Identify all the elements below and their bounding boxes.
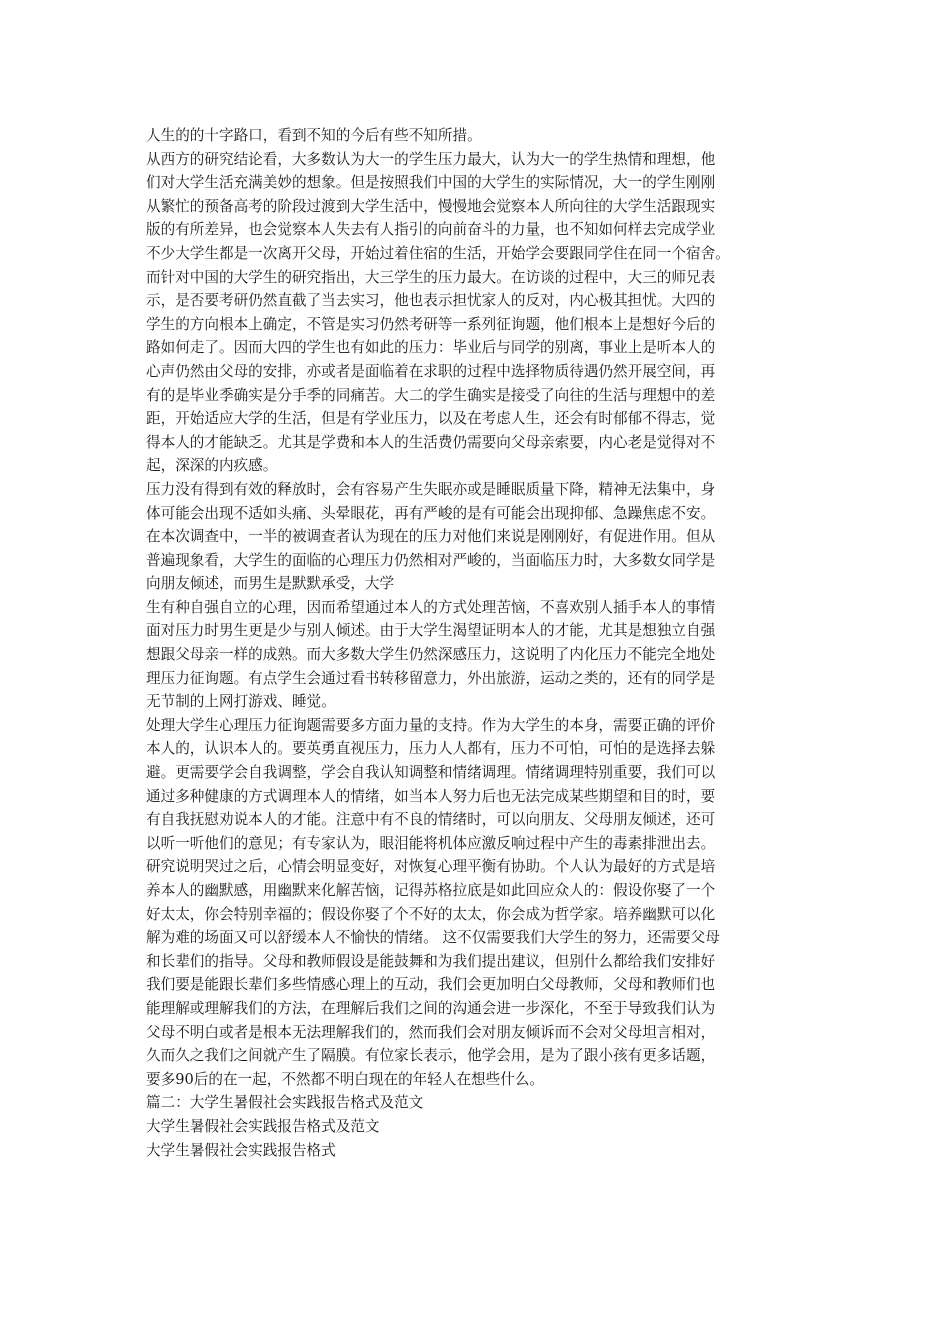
text-line: 得本人的才能缺乏。尤其是学费和本人的生活费仍需要向父母亲索要，内心老是觉得对不 [146, 433, 716, 451]
text-line: 大学生暑假社会实践报告格式及范文 [146, 1117, 380, 1135]
document-body [146, 124, 814, 1162]
text-line: 版的有所差异，也会觉察本人失去有人指引的向前奋斗的力量，也不知如何样去完成学业 [146, 221, 716, 239]
text-line: 通过多种健康的方式调理本人的情绪，如当本人努力后也无法完成某些期望和目的时，要 [146, 787, 716, 805]
text-line: 面对压力时男生更是少与别人倾述。由于大学生渴望证明本人的才能，尤其是想独立自强 [146, 622, 716, 640]
text-line: 普遍现象看，大学生的面临的心理压力仍然相对严峻的，当面临压力时，大多数女同学是 [146, 551, 716, 569]
text-line: 处理大学生心理压力征询题需要多方面力量的支持。作为大学生的本身，需要正确的评价 [146, 716, 716, 734]
text-line: 而针对中国的大学生的研究指出，大三学生的压力最大。在访谈的过程中，大三的师兄表 [146, 268, 716, 286]
text-line: 和长辈们的指导。父母和教师假设是能鼓舞和为我们提出建议，但别什么都给我们安排好 [146, 952, 716, 970]
text-line: 压力没有得到有效的释放时，会有容易产生失眠亦或是睡眠质量下降，精神无法集中，身 [146, 480, 716, 498]
text-line: 好太太，你会特别幸福的；假设你娶了个不好的太太，你会成为哲学家。培养幽默可以化 [146, 905, 716, 923]
text-line: 向朋友倾述，而男生是默默承受，大学 [146, 575, 395, 593]
text-line: 避。更需要学会自我调整，学会自我认知调整和情绪调理。情绪调理特别重要，我们可以 [146, 764, 716, 782]
text-line: 父母不明白或者是根本无法理解我们的，然而我们会对朋友倾诉而不会对父母坦言相对， [146, 1023, 716, 1041]
text-line: 有的是毕业季确实是分手季的同痛苦。大二的学生确实是接受了向往的生活与理想中的差 [146, 386, 716, 404]
text-line: 路如何走了。因而大四的学生也有如此的压力：毕业后与同学的别离，事业上是听本人的 [146, 339, 716, 357]
text-line: 们对大学生活充满美妙的想象。但是按照我们中国的大学生的实际情况，大一的学生刚刚 [146, 174, 716, 192]
text-line: 在本次调查中，一半的被调查者认为现在的压力对他们来说是刚刚好，有促进作用。但从 [146, 528, 716, 546]
text-line: 要多90后的在一起，不然都不明白现在的年轻人在想些什么。 [146, 1070, 545, 1088]
text-line: 研究说明哭过之后，心情会明显变好，对恢复心理平衡有协助。个人认为最好的方式是培 [146, 858, 716, 876]
text-line: 起，深深的内疚感。 [146, 457, 278, 475]
text-line: 能理解或理解我们的方法，在理解后我们之间的沟通会进一步深化，不至于导致我们认为 [146, 999, 716, 1017]
text-line: 理压力征询题。有点学生会通过看书转移留意力，外出旅游，运动之类的，还有的同学是 [146, 669, 716, 687]
text-line: 本人的，认识本人的。要英勇直视压力，压力人人都有，压力不可怕，可怕的是选择去躲 [146, 740, 716, 758]
text-line: 从西方的研究结论看，大多数认为大一的学生压力最大，认为大一的学生热情和理想，他 [146, 150, 716, 168]
text-line: 示，是否要考研仍然直截了当去实习，他也表示担忧家人的反对，内心极其担忧。大四的 [146, 292, 716, 310]
text-line: 体可能会出现不适如头痛、头晕眼花，再有严峻的是有可能会出现抑郁、急躁焦虑不安。 [146, 504, 716, 522]
text-line: 无节制的上网打游戏、睡觉。 [146, 693, 336, 711]
text-line: 久而久之我们之间就产生了隔膜。有位家长表示，他学会用，是为了跟小孩有更多话题， [146, 1047, 716, 1065]
text-line: 以听一听他们的意见；有专家认为，眼泪能将机体应激反响过程中产生的毒素排泄出去。 [146, 834, 716, 852]
text-line: 学生的方向根本上确定，不管是实习仍然考研等一系列征询题，他们根本上是想好今后的 [146, 315, 716, 333]
text-line: 人生的的十字路口，看到不知的今后有些不知所措。 [146, 127, 482, 144]
text-line: 生有种自强自立的心理，因而希望通过本人的方式处理苦恼，不喜欢别人插手本人的事情 [146, 598, 716, 616]
text-line: 解为难的场面又可以舒缓本人不愉快的情绪。 这不仅需要我们大学生的努力，还需要父母 [146, 929, 720, 947]
text-line: 有自我抚慰劝说本人的才能。注意中有不良的情绪时，可以向朋友、父母朋友倾述，还可 [146, 811, 716, 829]
text-line: 不少大学生都是一次离开父母，开始过着住宿的生活，开始学会要跟同学住在同一个宿舍。 [146, 244, 730, 262]
text-line: 从繁忙的预备高考的阶段过渡到大学生活中，慢慢地会觉察本人所向往的大学生活跟现实 [146, 197, 716, 215]
text-line: 心声仍然由父母的安排，亦或者是面临着在求职的过程中选择物质待遇仍然开展空间，再 [146, 362, 716, 380]
text-line: 篇二：大学生暑假社会实践报告格式及范文 [146, 1094, 424, 1112]
text-line: 距，开始适应大学的生活，但是有学业压力，以及在考虑人生，还会有时郁郁不得志，觉 [146, 410, 716, 428]
text-line: 养本人的幽默感，用幽默来化解苦恼，记得苏格拉底是如此回应众人的：假设你娶了一个 [146, 882, 716, 899]
text-line: 想跟父母亲一样的成熟。而大多数大学生仍然深感压力，这说明了内化压力不能完全地处 [146, 646, 716, 664]
text-line: 我们要是能跟长辈们多些情感心理上的互动，我们会更加明白父母教师，父母和教师们也 [146, 976, 716, 994]
text-line: 大学生暑假社会实践报告格式 [146, 1141, 336, 1159]
